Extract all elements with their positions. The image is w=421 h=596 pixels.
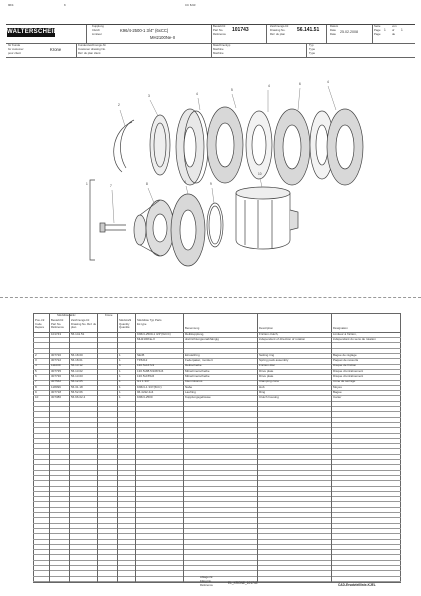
- cell-desc: Friction disc: [259, 364, 276, 368]
- cell-desig: Disque de friction: [333, 364, 357, 368]
- maschine-label-en: Machine: [213, 47, 224, 51]
- corner-code-left: 96/4: [8, 3, 14, 7]
- cell-desig: indépendant du sens de rotation: [333, 337, 376, 341]
- datum-label-de: Datum: [330, 24, 339, 28]
- cell-zeich: 56.141.51: [71, 332, 85, 336]
- von-label-de: von: [392, 24, 397, 28]
- cell-desig: Limiteur à friction,: [333, 332, 357, 336]
- col-header-pos: Pos.-Nr. Code Repère: [35, 318, 46, 330]
- cell-benennung: drehrichtungsunabhängig: [185, 337, 219, 341]
- cell-typ: SE45: [137, 353, 145, 357]
- cell-zeich: 56.18.01: [71, 359, 83, 363]
- cell-desc: independent of direction of rotation: [259, 337, 306, 341]
- drawing-label-5: 5: [231, 88, 233, 92]
- cell-bestell: 307735: [51, 369, 62, 373]
- cell-typ: TF5212: [137, 359, 148, 363]
- cell-pos: 6: [35, 374, 37, 378]
- cell-desc: Setting ring: [259, 353, 275, 357]
- page-total: 1: [401, 28, 403, 32]
- cell-pos: 7: [35, 380, 37, 384]
- cell-zeich: 56.13.12: [71, 364, 83, 368]
- cell-desc: Spring pack assembly: [259, 359, 289, 363]
- cell-benennung: Reibkupplung,: [185, 332, 205, 336]
- cell-benennung: Nabe: [185, 385, 193, 389]
- drawing-label-3: 3: [148, 94, 150, 98]
- cell-bestell: 307720: [51, 353, 62, 357]
- table-top-header-active: Stückliste aktiv: [57, 313, 76, 317]
- page-current: 1: [384, 28, 386, 32]
- cell-desig: Disque d'entraînement: [333, 374, 364, 378]
- cell-bestell: 101743: [51, 332, 62, 336]
- clutch-title: K96/4-2500-1 3/4" (6xCC): [120, 28, 169, 33]
- cell-desig: Bague de réglage: [333, 353, 357, 357]
- cell-zeich: 56.13.03: [71, 374, 83, 378]
- cell-desig: Bague: [333, 390, 342, 394]
- cell-desc: Drive plate: [259, 369, 274, 373]
- walterscheid-logo: WALTERSCHEID: [7, 29, 59, 35]
- cell-typ: 130.5x88.5/108.5x6: [137, 369, 164, 373]
- cell-pos: 3: [35, 359, 37, 363]
- footer-doc-type: CAD-Ersatzteilliste-KJEL: [338, 583, 376, 587]
- drawing-label-4a: 4: [196, 92, 198, 96]
- cell-bestell: 307718: [51, 390, 62, 394]
- part-number: 101743: [232, 27, 249, 33]
- kupplung-label-de: Kupplung: [92, 24, 104, 28]
- maschine-label-fr: Machine: [213, 51, 224, 55]
- col-header-qty: Stückzahl Quantity Quantité: [119, 318, 132, 330]
- cell-benennung: Kupplungsgehäuse: [185, 396, 211, 400]
- cell-qty: 1: [119, 353, 121, 357]
- seite-label-de: Seite: [374, 24, 381, 28]
- cell-bestell: 118099: [51, 385, 61, 389]
- zeichnung-label-fr: Réf. du plan: [270, 32, 286, 36]
- cell-typ: K96/4-2500: [137, 396, 153, 400]
- datum-label-fr: Date: [330, 32, 336, 36]
- cell-bestell: 307562: [51, 380, 62, 384]
- cell-qty: 1: [119, 385, 121, 389]
- cell-zeich: 56.18.00: [71, 353, 83, 357]
- zeichnung-label-en: Drawing No.: [270, 28, 286, 32]
- drawing-label-9: 9: [210, 182, 212, 186]
- cell-pos: 5: [35, 369, 37, 373]
- drawing-label-1: 1: [86, 182, 88, 186]
- cell-pos: 4: [35, 364, 37, 368]
- cell-zeich: 56.52.06: [71, 390, 83, 394]
- typ-label-en: Type: [309, 47, 316, 51]
- corner-code-center: CC 8-93: [185, 3, 196, 7]
- typ-label-fr: Type: [309, 51, 316, 55]
- footer-label-en: Filing No.: [200, 579, 212, 583]
- cell-pos: 10: [35, 396, 39, 400]
- cell-typ: K96/4-1 3/4"(6CC): [137, 385, 162, 389]
- fuer-kunde-label-en: for customer: [8, 47, 24, 51]
- cell-pos: 2: [35, 353, 37, 357]
- table-row: [33, 576, 401, 582]
- seite-label-en: Page: [374, 28, 381, 32]
- cell-bestell: 307736: [51, 374, 62, 378]
- cell-typ: K96/4-2500-1 3/4"(6xCC): [137, 332, 171, 336]
- datum-label-en: Date: [330, 28, 336, 32]
- customer-name: Krone: [50, 47, 62, 52]
- von-label-en: of: [392, 28, 395, 32]
- cell-zeich: 56.13.02: [71, 369, 83, 373]
- cell-desc: Friction clutch,: [259, 332, 279, 336]
- cell-zeich: 56.31.18: [71, 385, 83, 389]
- col-header-bestell: Bestell-Nr. Part No. Référence: [51, 318, 64, 330]
- cell-zeich: 56.12.05: [71, 380, 83, 384]
- clutch-subtitle: MH2100Ne-II: [150, 35, 175, 40]
- exploded-drawing: [0, 60, 421, 300]
- cell-typ: 130.5x155x6: [137, 374, 155, 378]
- cell-typ: 130.5x167x3: [137, 364, 155, 368]
- col-header-description: Description: [259, 326, 273, 330]
- bestell-label-en: Part No.: [213, 28, 224, 32]
- cell-benennung: Mitnehmerscheibe: [185, 369, 210, 373]
- kupplung-label-fr: Limiteur: [92, 32, 102, 36]
- cell-zeich: 56.96.02.4: [71, 396, 86, 400]
- cell-desc: Ring: [259, 390, 266, 394]
- cell-bestell: 111009: [51, 364, 61, 368]
- col-header-designation: Désignation: [333, 326, 348, 330]
- cell-typ: MH2100Ne-II: [137, 337, 155, 341]
- table-body: [33, 332, 401, 582]
- col-header-zeich: Zeichnungs-Nr. Drawing No. Réf. du plan: [71, 318, 97, 330]
- col-header-typ: Stückliste Typ Parts list type: [137, 318, 162, 326]
- drawing-label-2: 2: [118, 103, 120, 107]
- corner-mark: K: [64, 3, 66, 7]
- filing-number: EL_KRONE_101743: [228, 581, 258, 585]
- zeichnung-label-de: Zeichnungs-Nr.: [270, 24, 289, 28]
- von-label-fr: de: [392, 32, 396, 36]
- drawing-label-7: 7: [110, 184, 112, 188]
- cell-desig: Cône de serrage: [333, 380, 356, 384]
- drawing-label-4c: 4: [327, 80, 329, 84]
- cell-typ: 96.4x92.4x4: [137, 390, 154, 394]
- cell-desig: Carter: [333, 396, 342, 400]
- cell-qty: 1: [119, 359, 121, 363]
- cell-bestell: 307386: [51, 396, 62, 400]
- cell-qty: 1: [119, 374, 121, 378]
- cell-benennung: Laufring: [185, 390, 196, 394]
- kundzeich-label-fr: Réf. du plan client: [78, 51, 101, 55]
- cell-benennung: Einstellring: [185, 353, 200, 357]
- cell-desig: Paquet de ressorts: [333, 359, 359, 363]
- drawing-label-8: 8: [146, 182, 148, 186]
- drawing-number: 56.141.51: [297, 27, 320, 33]
- date-value: 25.02.2008: [340, 30, 358, 34]
- cell-benennung: Klemmkonus: [185, 380, 203, 384]
- table-top-header-customer: Krone: [105, 313, 113, 317]
- parts-list-table: [33, 313, 401, 596]
- cell-benennung: Mitnehmerscheibe: [185, 374, 210, 378]
- cell-pos: 8: [35, 385, 37, 389]
- drawing-label-10: 10: [258, 172, 262, 176]
- cell-qty: 1: [119, 380, 121, 384]
- kupplung-label-en: Clutch: [92, 28, 100, 32]
- cell-qty: 1: [119, 396, 121, 400]
- cell-pos: 9: [35, 390, 37, 394]
- typ-label-de: Typ: [309, 43, 314, 47]
- footer-label-fr: Référence: [200, 583, 213, 587]
- cell-desc: Clamping cone: [259, 380, 280, 384]
- cell-qty: 1: [119, 369, 121, 373]
- cell-typ: G1 1 3/4": [137, 380, 150, 384]
- cell-qty: 1: [119, 390, 121, 394]
- col-header-benennung: Benennung: [185, 326, 200, 330]
- seite-label-fr: Page: [374, 32, 381, 36]
- cell-desig: Disque d'entraînement: [333, 369, 364, 373]
- kundzeich-label-en: Customer drawing No.: [78, 47, 106, 51]
- cell-benennung: Reibscheibe: [185, 364, 202, 368]
- fuer-kunde-label-de: für Kunde: [8, 43, 21, 47]
- drawing-label-6: 6: [299, 82, 301, 86]
- cell-bestell: 307722: [51, 359, 62, 363]
- cell-desc: Drive plate: [259, 374, 274, 378]
- cell-qty: 6: [119, 364, 121, 368]
- drawing-label-4d: 4: [184, 180, 186, 184]
- cell-desc: Hub: [259, 385, 265, 389]
- fuer-kunde-label-fr: pour client: [8, 51, 21, 55]
- cell-benennung: Federpaket, montiert: [185, 359, 213, 363]
- footer-label-de: Ablage-Nr.: [200, 575, 214, 579]
- cell-desig: Moyeu: [333, 385, 343, 389]
- bestell-label-fr: Référence: [213, 32, 226, 36]
- bestell-label-de: Bestell-Nr.: [213, 24, 226, 28]
- cell-desc: Clutch housing: [259, 396, 279, 400]
- page-divider: [0, 297, 421, 298]
- maschine-label-de: Maschinentyp: [213, 43, 231, 47]
- kundzeich-label-de: Kundenzeichnungs-Nr.: [78, 43, 107, 47]
- drawing-label-4b: 4: [268, 84, 270, 88]
